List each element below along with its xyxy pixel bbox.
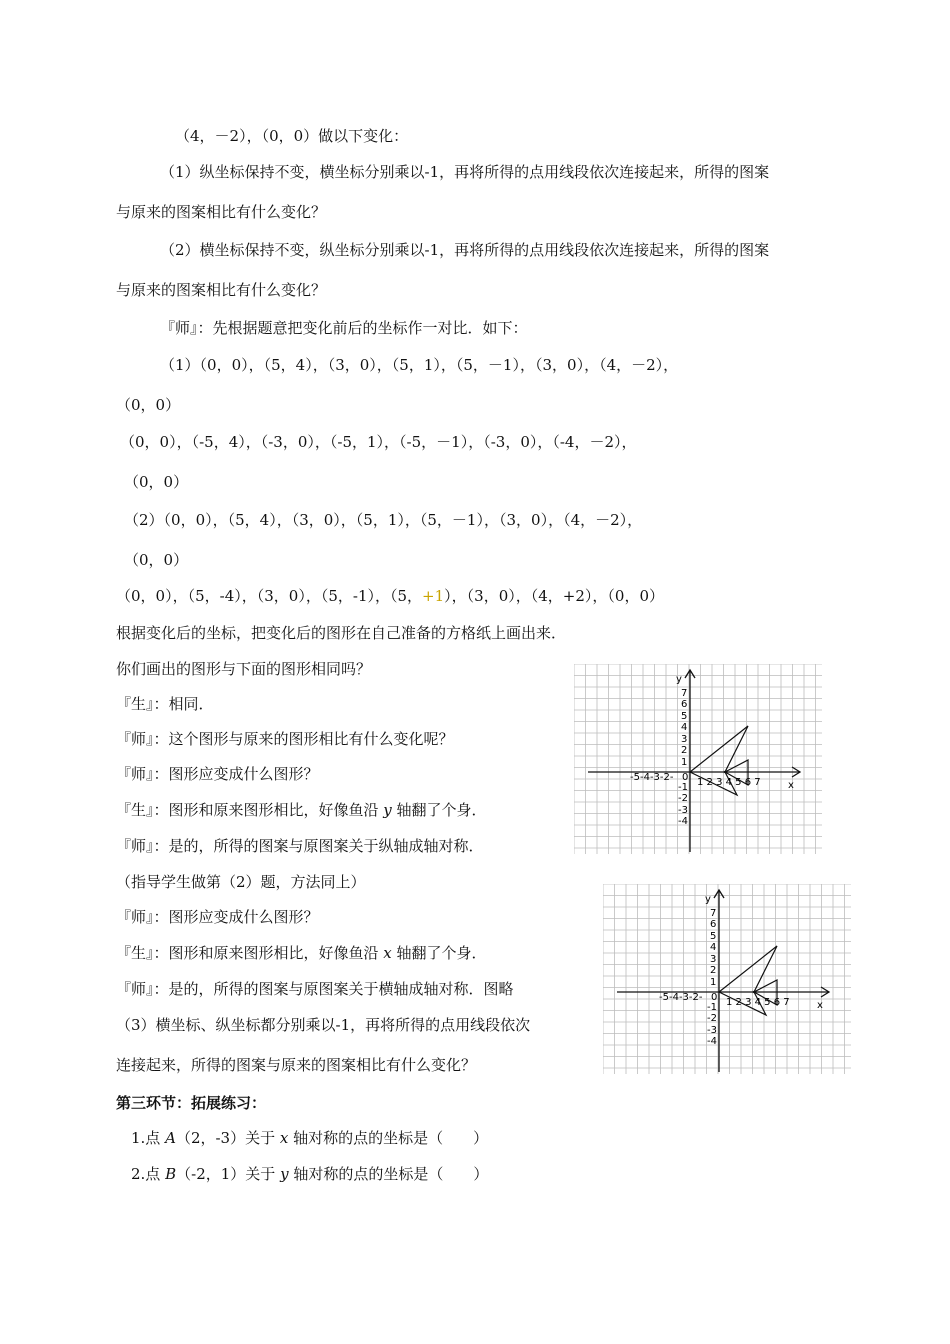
question-2 [131, 1164, 488, 1184]
text-line: 连接起来，所得的图案与原来的图案相比有什么变化？ [116, 1056, 477, 1074]
text-run: （0，0），（5，-4），（3，0），（5，-1），（5， [116, 587, 423, 605]
y-tick-label: -1 [678, 782, 688, 793]
x-tick-labels-positive: 1 2 3 4 5 6 7 [697, 777, 761, 788]
text-run: 2.点 [131, 1165, 166, 1183]
y-tick-label: 7 [681, 688, 688, 699]
y-tick-label: 1 [710, 977, 717, 988]
text-run: 轴翻了个身． [391, 801, 487, 819]
y-tick-label: -1 [707, 1002, 717, 1013]
y-tick-labels-negative [678, 782, 688, 827]
text-run: y [383, 801, 392, 819]
x-tick-labels-positive: 1 2 3 4 5 6 7 [726, 997, 790, 1008]
y-tick-label: 7 [710, 908, 717, 919]
grid-svg-2 [603, 884, 851, 1074]
x-tick-labels-negative: -5-4-3-2- [659, 992, 703, 1003]
text-line: （2）（0，0），（5，4），（3，0），（5，1），（5，－1），（3，0），（4，－2）， [124, 511, 643, 529]
text-line: （0，0），（-5，4），（-3，0），（-5，1），（-5，－1），（-3，0），（-4，－2）， [120, 433, 637, 451]
question-1 [131, 1128, 488, 1148]
text-run: （-2，1）关于 [176, 1165, 281, 1183]
y-tick-label: 6 [710, 919, 717, 930]
y-tick-label: -3 [707, 1025, 717, 1036]
text-run: B [165, 1165, 177, 1183]
text-line: （3）横坐标、纵坐标都分别乘以-1，再将所得的点用线段依次 [116, 1016, 531, 1034]
grid-svg-1 [574, 664, 822, 854]
text-run: 轴对称的点的坐标是（ ） [288, 1129, 489, 1147]
grid-lines [574, 664, 822, 854]
text-line: （4，－2），（0，0）做以下变化： [175, 127, 409, 145]
y-axis-label: y [705, 894, 711, 905]
y-tick-label: -4 [707, 1036, 717, 1047]
x-axis-label: x [817, 1000, 823, 1011]
text-line: 根据变化后的坐标，把变化后的图形在自己准备的方格纸上画出来． [116, 624, 567, 642]
text-line: 『师』：图形应变成什么图形？ [116, 908, 319, 926]
y-tick-label: 3 [710, 954, 717, 965]
y-tick-label: 2 [681, 745, 688, 756]
y-tick-label: 5 [681, 711, 688, 722]
y-tick-labels-negative [707, 1002, 717, 1047]
text-line: 『师』：是的，所得的图案与原图案关于纵轴成轴对称． [116, 837, 484, 855]
text-run: 1.点 [131, 1129, 166, 1147]
text-run: A [165, 1129, 176, 1147]
y-tick-label: 2 [710, 965, 717, 976]
text-line: 『师』：这个图形与原来的图形相比有什么变化呢？ [116, 730, 454, 748]
coordinate-grid-1 [574, 664, 822, 854]
text-run: 『生』：图形和原来图形相比，好像鱼沿 [116, 801, 384, 819]
text-line: 『生』：相同． [116, 695, 214, 713]
y-tick-label: -4 [678, 816, 688, 827]
text-line: （0，0） [124, 473, 189, 491]
text-run: x [279, 1129, 289, 1147]
y-axis-label: y [676, 674, 682, 685]
text-run: ），（3，0），（4，+2），（0，0） [444, 587, 664, 605]
text-line: （1）纵坐标保持不变，横坐标分别乘以-1，再将所得的点用线段依次连接起来，所得的图案 [160, 163, 770, 181]
y-tick-label: 4 [681, 722, 688, 733]
y-tick-label: 6 [681, 699, 688, 710]
y-tick-label: 5 [710, 931, 717, 942]
text-line [116, 800, 487, 820]
text-line: 你们画出的图形与下面的图形相同吗？ [116, 660, 372, 678]
origin-label: 0 [682, 772, 689, 783]
text-line: （1）（0，0），（5，4），（3，0），（5，1），（5，－1），（3，0），（4，－2）， [160, 356, 679, 374]
section-heading: 第三环节：拓展练习： [116, 1094, 267, 1112]
x-tick-labels-negative: -5-4-3-2- [630, 772, 674, 783]
text-line [116, 943, 487, 963]
x-axis-label: x [788, 780, 794, 791]
text-run: 轴翻了个身． [391, 944, 487, 962]
text-run: 轴对称的点的坐标是（ ） [288, 1165, 489, 1183]
text-line: （指导学生做第（2）题，方法同上） [116, 873, 366, 891]
text-run: y [280, 1165, 289, 1183]
coordinate-grid-2 [603, 884, 851, 1074]
text-line: （2）横坐标保持不变，纵坐标分别乘以-1，再将所得的点用线段依次连接起来，所得的图案 [160, 241, 770, 259]
y-tick-label: 1 [681, 757, 688, 768]
text-run: （2，-3）关于 [175, 1129, 280, 1147]
text-line: 『师』：是的，所得的图案与原图案关于横轴成轴对称．图略 [116, 980, 514, 998]
text-line: 与原来的图案相比有什么变化？ [116, 203, 327, 221]
origin-label: 0 [711, 992, 718, 1003]
grid-lines [603, 884, 851, 1074]
text-line: （0，0） [116, 396, 181, 414]
text-run: +1 [422, 587, 445, 605]
text-line [116, 586, 664, 606]
text-line: （0，0） [124, 551, 189, 569]
y-tick-label: -2 [678, 793, 688, 804]
y-tick-label: -2 [707, 1013, 717, 1024]
text-run: 『生』：图形和原来图形相比，好像鱼沿 [116, 944, 384, 962]
text-line: 『师』：图形应变成什么图形？ [116, 765, 319, 783]
text-line: 与原来的图案相比有什么变化？ [116, 281, 327, 299]
y-tick-label: 3 [681, 734, 688, 745]
y-tick-label: -3 [678, 805, 688, 816]
text-run: x [383, 944, 392, 962]
text-line: 『师』：先根据题意把变化前后的坐标作一对比．如下： [160, 319, 528, 337]
y-tick-label: 4 [710, 942, 717, 953]
